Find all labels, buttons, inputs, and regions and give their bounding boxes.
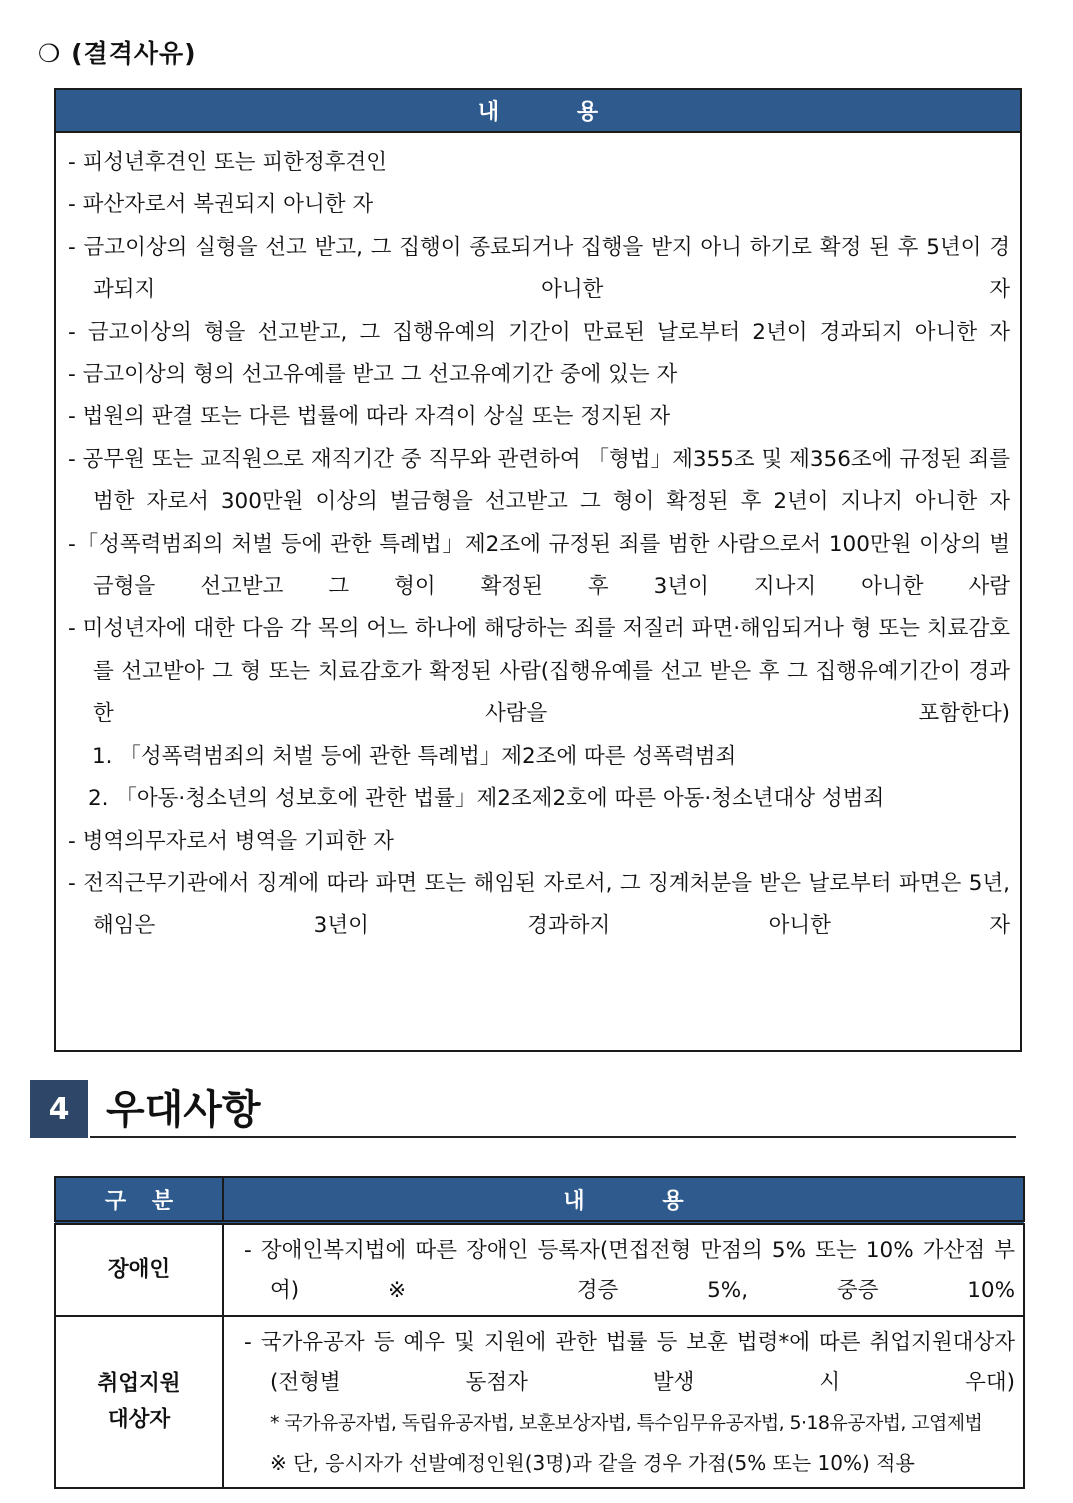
disqualification-table-header: 내 용 bbox=[56, 90, 1020, 133]
row-category-line: 취업지원 bbox=[97, 1371, 181, 1396]
row-content-line: - 장애인복지법에 따른 장애인 등록자(면접전형 만점의 5% 또는 10% 가산점 부여) ※ 경증 5%, 중증 10% bbox=[244, 1238, 1015, 1303]
list-item: - 전직근무기관에서 징계에 따라 파면 또는 해임된 자로서, 그 징계처분을 받은 날로부터 파면은 5년, 해임은 3년이 경과하지 아니한 자 bbox=[68, 870, 1010, 939]
list-item: - 금고이상의 형을 선고받고, 그 집행유예의 기간이 만료된 날로부터 2년이 경과되지 아니한 자 bbox=[68, 319, 1010, 345]
sub-list-item: 1. 「성폭력범죄의 처벌 등에 관한 특례법」제2조에 따른 성폭력범죄 bbox=[92, 743, 737, 769]
row-content-line: - 국가유공자 등 예우 및 지원에 관한 법률 등 보훈 법령*에 따른 취업지원대상자(전형별 동점자 발생 시 우대) bbox=[244, 1330, 1015, 1395]
list-item: - 금고이상의 형의 선고유예를 받고 그 선고유예기간 중에 있는 자 bbox=[68, 362, 678, 388]
list-item: - 공무원 또는 교직원으로 재직기간 중 직무와 관련하여 「형법」제355조 및 제356조에 규정된 죄를 범한 자로서 300만원 이상의 벌금형을 선고받고 그 형이 확정된 후 2년이 지나지 아니한 자 bbox=[68, 446, 1010, 515]
disqualification-heading: ❍ (결격사유) bbox=[38, 39, 197, 68]
preference-table bbox=[54, 1176, 1025, 1489]
list-item: - 파산자로서 복권되지 아니한 자 bbox=[68, 192, 374, 218]
section-title: 우대사항 bbox=[106, 1087, 261, 1133]
sub-list-item: 2. 「아동·청소년의 성보호에 관한 법률」제2조제2호에 따른 아동·청소년대상 성범죄 bbox=[88, 786, 885, 812]
list-item: - 병역의무자로서 병역을 기피한 자 bbox=[68, 828, 394, 854]
list-item: -「성폭력범죄의 처벌 등에 관한 특례법」제2조에 규정된 죄를 범한 사람으로서 100만원 이상의 벌금형을 선고받고 그 형이 확정된 후 3년이 지나지 아니한 사람 bbox=[68, 531, 1010, 600]
list-item: - 미성년자에 대한 다음 각 목의 어느 하나에 해당하는 죄를 저질러 파면·해임되거나 형 또는 치료감호를 선고받아 그 형 또는 치료감호가 확정된 사람(집행유예를 선고 받은 후 그 집행유예기간이 경과한 사람을 포함한다) bbox=[68, 616, 1010, 727]
preference-table-header-row bbox=[55, 1177, 1024, 1223]
row-category-line: 대상자 bbox=[107, 1407, 171, 1432]
list-item: - 금고이상의 실형을 선고 받고, 그 집행이 종료되거나 집행을 받지 아니 하기로 확정 된 후 5년이 경과되지 아니한 자 bbox=[68, 234, 1010, 303]
row-content bbox=[223, 1316, 1024, 1488]
row-content bbox=[223, 1223, 1024, 1317]
disqualification-list bbox=[56, 133, 1020, 948]
section-divider bbox=[90, 1136, 1016, 1138]
disqualification-table bbox=[54, 88, 1022, 1052]
footnote: * 국가유공자법, 독립유공자법, 보훈보상자법, 특수임무유공자법, 5·18유공자법, 고엽제법 bbox=[270, 1412, 983, 1434]
row-category: 장애인 bbox=[55, 1223, 223, 1317]
list-item: - 피성년후견인 또는 피한정후견인 bbox=[68, 150, 388, 175]
note: ※ 단, 응시자가 선발예정인원(3명)과 같을 경우 가점(5% 또는 10%) 적용 bbox=[270, 1451, 915, 1475]
header-category: 구 분 bbox=[55, 1177, 223, 1223]
list-item: - 법원의 판결 또는 다른 법률에 따라 자격이 상실 또는 정지된 자 bbox=[68, 404, 671, 430]
table-row bbox=[55, 1316, 1024, 1488]
header-content: 내 용 bbox=[223, 1177, 1024, 1223]
table-row bbox=[55, 1223, 1024, 1317]
row-category bbox=[55, 1316, 223, 1488]
section-number-badge: 4 bbox=[30, 1080, 88, 1138]
